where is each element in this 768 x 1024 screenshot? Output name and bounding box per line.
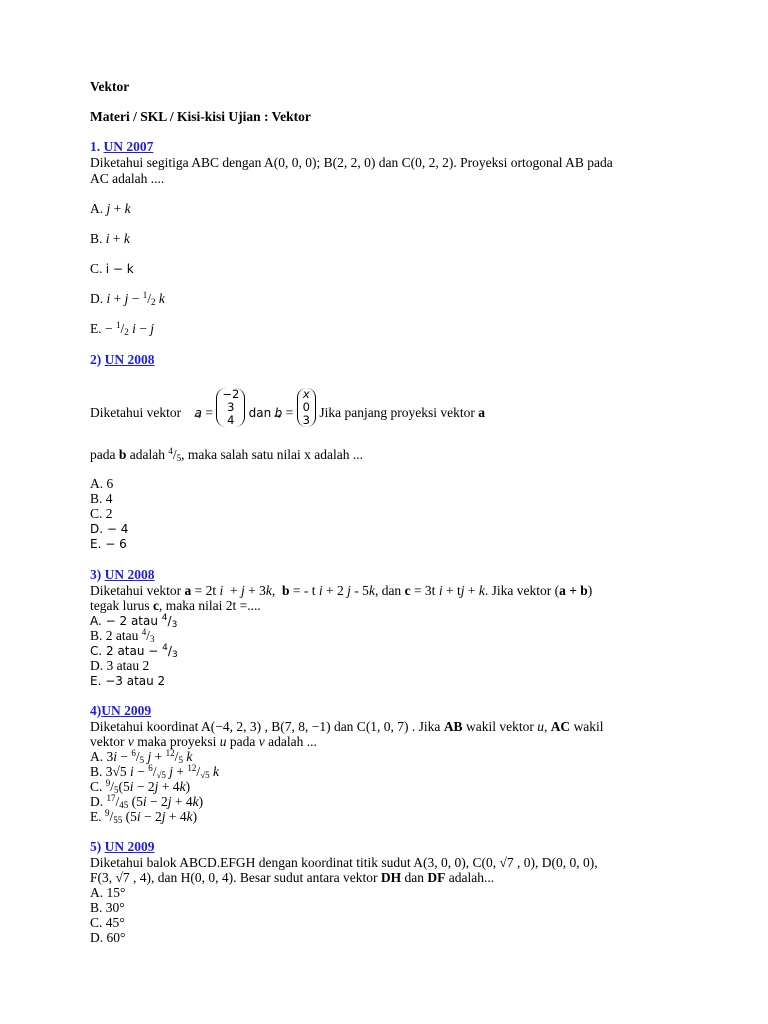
q3-text-line1: Diketahui vektor a = 2t i + j + 3k, b = - t i + 2 j - 5k, dan c = 3t i + tj + k. Jika vektor (a + b) [90, 583, 593, 598]
q4-heading [90, 703, 151, 719]
q3-option-a: A. − 2 atau $^4/_3$ [90, 613, 178, 630]
q3-option-b: B. 2 atau $^4/_3$ [90, 627, 155, 644]
q4-text-line2: vektor v maka proyeksi u pada v adalah ... [90, 734, 317, 749]
q4-option-c: C. $^9/_5(5i - 2j + 4k)$ [90, 778, 191, 795]
doc-subtitle: Materi / SKL / Kisi-kisi Ujian : Vektor [90, 109, 311, 124]
q5-text-line1: Diketahui balok ABCD.EFGH dengan koordinat titik sudut A(3, 0, 0), C(0, √7 , 0), D(0, 0, 0), [90, 855, 598, 870]
q2-text-line2: pada b adalah $^4/_5$, maka salah satu nilai x adalah ... [90, 446, 363, 463]
vector-a-matrix: −2 3 4 [216, 388, 245, 440]
q5-heading [90, 839, 155, 855]
q2-option-a: A. 6 [90, 476, 114, 491]
q3-source-link[interactable]: UN 2008 [104, 567, 155, 582]
q3-number: 3) [90, 567, 102, 582]
doc-title: Vektor [90, 79, 130, 94]
q3-text-line2: tegak lurus c, maka nilai 2t =.... [90, 598, 261, 613]
q5-number: 5) [90, 839, 102, 854]
q4-option-a: A. $3i - ^6/_5$ $j + ^{12}/_5$ k [90, 748, 193, 765]
q4-text-line1: Diketahui koordinat A(−4, 2, 3) , B(7, 8, −1) dan C(1, 0, 7) . Jika AB wakil vektor u, AC wakil [90, 719, 604, 734]
q2-text-line1: Diketahui vektor → a = −2 3 4 dan → b = x 0 3 Jika panjang proyeksi vektor a [90, 388, 485, 428]
q4-number: 4) [90, 703, 102, 718]
q2-number: 2) [90, 352, 102, 367]
q1-source-link[interactable]: UN 2007 [103, 139, 154, 154]
q1-heading [90, 139, 153, 155]
q2-option-e: E. − 6 [90, 537, 127, 551]
q5-text-line2: F(3, √7 , 4), dan H(0, 0, 4). Besar sudut antara vektor DH dan DF adalah... [90, 870, 495, 885]
q4-option-e: E. $^9/_{55}$ (5i − 2j + 4k) [90, 808, 198, 825]
q1-number: 1. [90, 139, 101, 154]
q5-option-c: C. 45° [90, 915, 125, 930]
q2-source-link[interactable]: UN 2008 [104, 352, 155, 367]
q4-option-d: D. $^{17}/_{45}$ (5i − 2j + 4k) [90, 793, 204, 810]
vector-b-matrix: x 0 3 [297, 388, 316, 440]
q3-option-d: D. 3 atau 2 [90, 658, 150, 673]
q3-option-c: C. 2 atau − $^4/_3$ [90, 643, 178, 660]
q3-option-e: E. −3 atau 2 [90, 674, 166, 688]
q2-option-b: B. 4 [90, 491, 113, 506]
vector-a-symbol: → a [195, 406, 202, 420]
q5-source-link[interactable]: UN 2009 [104, 839, 155, 854]
q4-option-b: B. 3√5 $i - ^6/_{√5}$ $j + ^{12}/_{√5}$ k [90, 763, 220, 780]
q5-option-d: D. 60° [90, 930, 126, 945]
q1-text-line1: Diketahui segitiga ABC dengan A(0, 0, 0); B(2, 2, 0) dan C(0, 2, 2). Proyeksi ortogonal AB pada [90, 155, 613, 170]
q2-option-c: C. 2 [90, 506, 113, 521]
vector-b-symbol: → b [275, 406, 283, 420]
q1-option-b: B. i + k [90, 231, 130, 246]
q1-option-c: C. i − k [90, 261, 134, 276]
q5-option-b: B. 30° [90, 900, 125, 915]
q1-option-a: A. j + k [90, 201, 131, 216]
q2-heading [90, 352, 155, 368]
q2-option-d: D. − 4 [90, 522, 129, 536]
q3-heading [90, 567, 155, 583]
q5-option-a: A. 15° [90, 885, 126, 900]
q4-source-link[interactable]: UN 2009 [101, 703, 152, 718]
q1-option-d: D. $i + j - ^1/_2$ k [90, 290, 165, 307]
q1-text-line2: AC adalah .... [90, 171, 165, 186]
q1-option-e: E. − $^1/_2$ i − j [90, 320, 155, 337]
